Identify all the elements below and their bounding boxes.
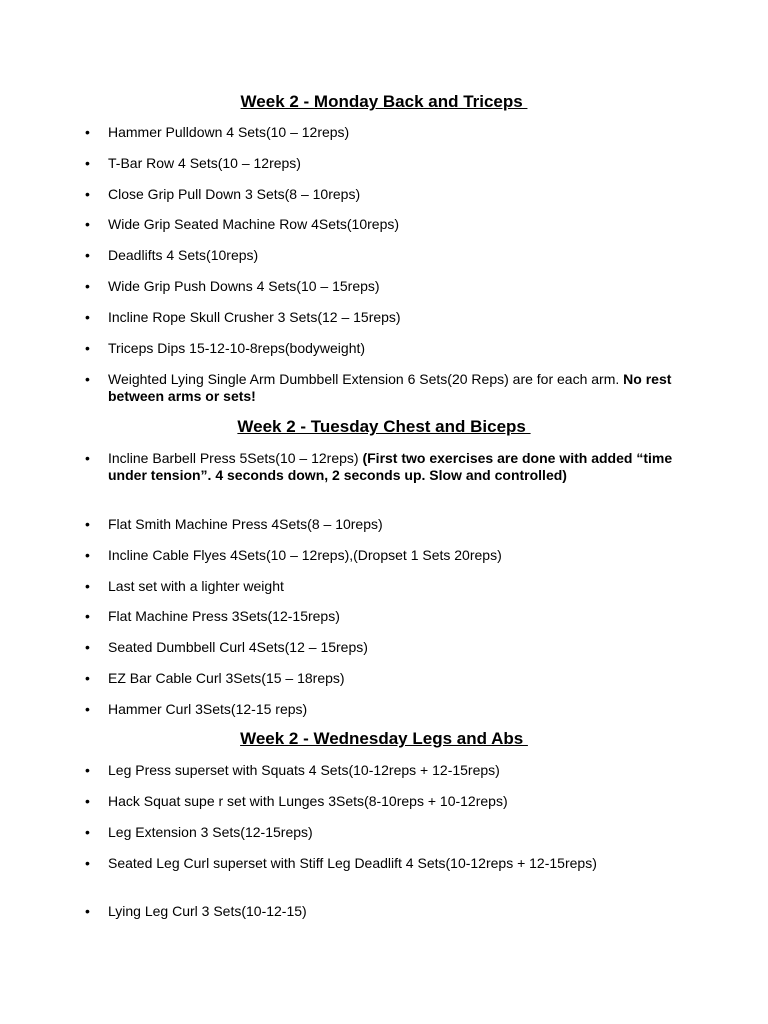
bullet-icon: • bbox=[85, 371, 90, 387]
bullet-icon: • bbox=[85, 278, 90, 294]
list-item: • Deadlifts 4 Sets(10reps) bbox=[85, 247, 259, 263]
bullet-icon: • bbox=[85, 516, 90, 532]
list-item: • Seated Dumbbell Curl 4Sets(12 – 15reps) bbox=[85, 639, 368, 655]
list-item: • Wide Grip Seated Machine Row 4Sets(10reps) bbox=[85, 216, 400, 232]
list-item: • Lying Leg Curl 3 Sets(10-12-15) bbox=[85, 903, 307, 919]
bullet-icon: • bbox=[85, 762, 90, 778]
bullet-icon: • bbox=[85, 608, 90, 624]
bullet-icon: • bbox=[85, 547, 90, 563]
bullet-icon: • bbox=[85, 578, 90, 594]
bullet-icon: • bbox=[85, 824, 90, 840]
list-item: • Triceps Dips 15-12-10-8reps(bodyweight) bbox=[85, 340, 366, 356]
list-item: • Leg Extension 3 Sets(12-15reps) bbox=[85, 824, 313, 840]
section-heading-monday: Week 2 - Monday Back and Triceps bbox=[240, 92, 528, 111]
section-heading-wednesday: Week 2 - Wednesday Legs and Abs bbox=[240, 729, 528, 748]
bullet-icon: • bbox=[85, 903, 90, 919]
bullet-icon: • bbox=[85, 450, 90, 466]
list-item: • Hammer Pulldown 4 Sets(10 – 12reps) bbox=[85, 124, 350, 140]
bullet-icon: • bbox=[85, 216, 90, 232]
list-item: • Last set with a lighter weight bbox=[85, 578, 284, 594]
bullet-icon: • bbox=[85, 247, 90, 263]
section-heading-tuesday: Week 2 - Tuesday Chest and Biceps bbox=[237, 417, 531, 436]
list-item: • Wide Grip Push Downs 4 Sets(10 – 15reps) bbox=[85, 278, 380, 294]
list-item: • Weighted Lying Single Arm Dumbbell Extension 6 Sets(20 Reps) are for each arm. No rest between arms or sets! bbox=[85, 371, 672, 404]
list-item: • Incline Rope Skull Crusher 3 Sets(12 – 15reps) bbox=[85, 309, 401, 325]
list-item: • Close Grip Pull Down 3 Sets(8 – 10reps) bbox=[85, 186, 361, 202]
bullet-icon: • bbox=[85, 670, 90, 686]
bullet-icon: • bbox=[85, 793, 90, 809]
bullet-icon: • bbox=[85, 186, 90, 202]
list-item: • EZ Bar Cable Curl 3Sets(15 – 18reps) bbox=[85, 670, 345, 686]
list-item: • T-Bar Row 4 Sets(10 – 12reps) bbox=[85, 155, 301, 171]
list-item: • Flat Machine Press 3Sets(12-15reps) bbox=[85, 608, 340, 624]
bullet-icon: • bbox=[85, 855, 90, 871]
list-item: • Leg Press superset with Squats 4 Sets(10-12reps + 12-15reps) bbox=[85, 762, 500, 778]
bullet-icon: • bbox=[85, 309, 90, 325]
list-item: • Hack Squat supe r set with Lunges 3Sets(8-10reps + 10-12reps) bbox=[85, 793, 508, 809]
bullet-icon: • bbox=[85, 701, 90, 717]
bullet-icon: • bbox=[85, 340, 90, 356]
list-item: • Flat Smith Machine Press 4Sets(8 – 10reps) bbox=[85, 516, 383, 532]
bullet-icon: • bbox=[85, 639, 90, 655]
list-item: • Hammer Curl 3Sets(12-15 reps) bbox=[85, 701, 308, 717]
bullet-icon: • bbox=[85, 155, 90, 171]
list-item: • Seated Leg Curl superset with Stiff Leg Deadlift 4 Sets(10-12reps + 12-15reps) bbox=[85, 855, 597, 871]
list-item: • Incline Cable Flyes 4Sets(10 – 12reps),(Dropset 1 Sets 20reps) bbox=[85, 547, 502, 563]
bullet-icon: • bbox=[85, 124, 90, 140]
list-item: • Incline Barbell Press 5Sets(10 – 12reps) (First two exercises are done with added “time under tension”. 4 seconds down, 2 seconds up. Slow and controlled) bbox=[85, 450, 673, 483]
